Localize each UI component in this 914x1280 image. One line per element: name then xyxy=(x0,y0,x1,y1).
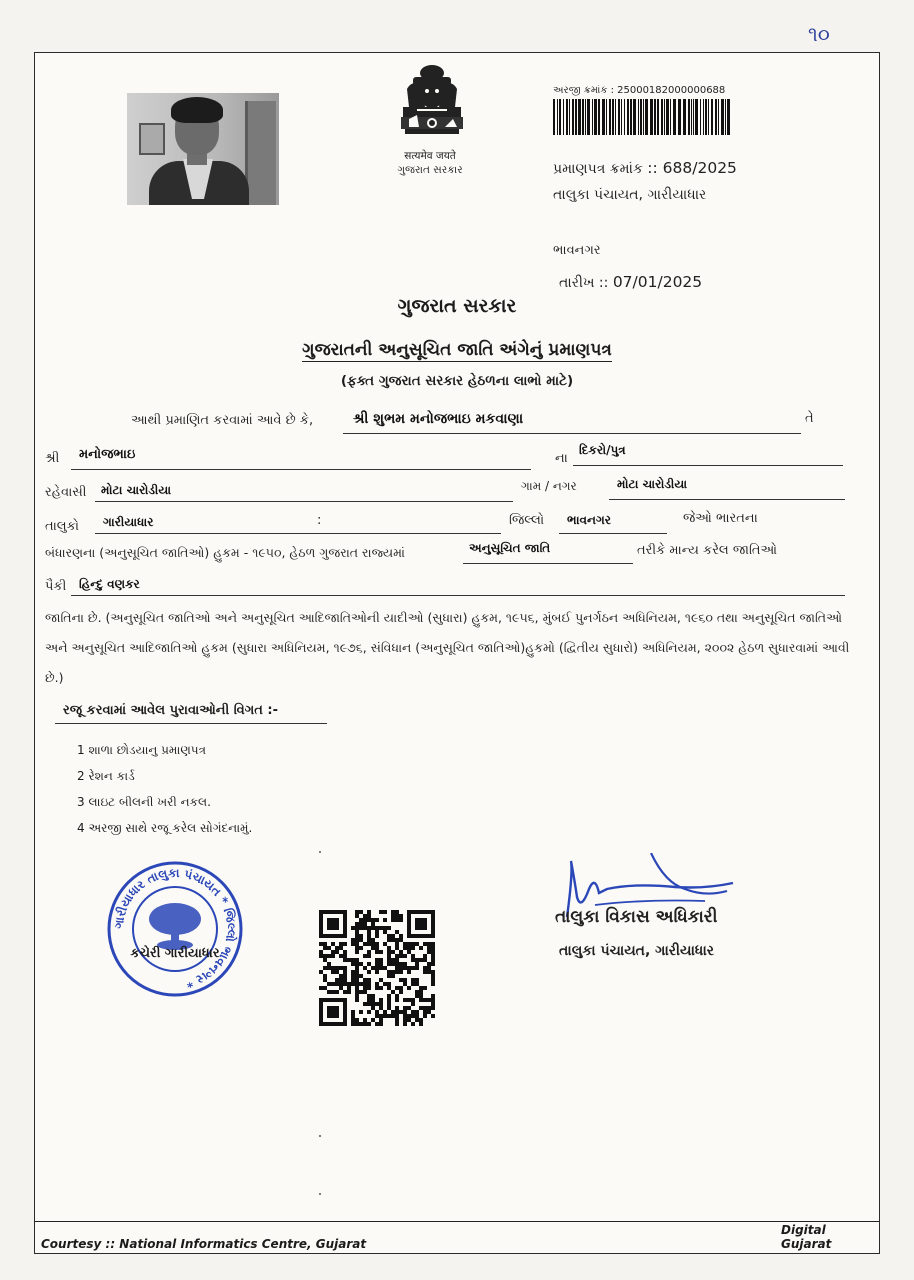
district-value: ભાવનગર xyxy=(567,513,611,527)
resident-label: રહેવાસી xyxy=(45,485,87,500)
evidence-title-underline xyxy=(55,723,327,724)
emblem-government: ગુજરાત સરકાર xyxy=(397,164,463,176)
text-na: ના xyxy=(555,451,568,466)
district-label: જિલ્લો xyxy=(509,513,545,528)
certificate-heading: ગુજરાતની અનુસૂચિત જાતિ અંગેનું પ્રમાણપત્ર xyxy=(302,340,612,360)
recognized-text: તરીકે માન્ય કરેલ જાતિઓ xyxy=(637,543,778,558)
issue-date: 07/01/2025 xyxy=(612,273,703,291)
application-number: અરજી ક્રમાંક : 25000182000000688 xyxy=(553,85,726,96)
text-te: તે xyxy=(805,411,814,426)
emblem-motto: सत्यमेव जयते xyxy=(404,150,456,162)
legal-paragraph: જાતિના છે. (અનુસૂચિત જાતિઓ અને અનુસૂચિત આદિજાતિઓની યાદીઓ (સુધારા) હુકમ, ૧૯૫૬, મુંબઈ પુનર્ગઠન અધિનિયમ, ૧૯૬૦ તથા અનુસૂચિત જાતિઓ અને અનુસૂચિત આદિજાતિઓ હુકમ (સુધારા અધિનિયમ, ૧૯૭૬, સંવિધાન (અનુસૂચિત જાતિઓ)હુકમો (દ્વિતીય સુધારો) અધિનિયમ, ૨૦૦૨ હેઠળ સુધારવામાં આવી છે.) xyxy=(45,610,850,685)
barcode-icon xyxy=(553,99,733,135)
evidence-title: રજૂ કરવામાં આવેલ પુરાવાઓની વિગત :- xyxy=(63,703,278,718)
caste-value: હિન્દુ વણકર xyxy=(79,577,140,591)
category-value: અનુસૂચિત જાતિ xyxy=(469,541,551,555)
relation: દિકરો/પુત્ર xyxy=(579,443,626,457)
taluka-value: ગારીયાધાર xyxy=(103,515,154,529)
village-label: ગામ / નગર xyxy=(521,479,577,493)
evidence-item: 1 શાળા છોડયાનુ પ્રમાણપત્ર xyxy=(77,743,206,757)
applicant-photo xyxy=(127,93,279,205)
footer-divider xyxy=(35,1221,879,1222)
evidence-item: 3 લાઇટ બીલની ખરી નકલ. xyxy=(77,795,211,809)
certificate-number-row xyxy=(553,159,737,177)
text-paiki: પૈકી xyxy=(45,579,67,594)
document-note: (ફક્ત ગુજરાત સરકાર હેઠળના લાભો માટે) xyxy=(340,373,574,389)
qr-code-icon xyxy=(319,909,435,1027)
certificate-frame xyxy=(34,52,880,1254)
document-title: ગુજરાત સરકાર xyxy=(397,295,517,317)
evidence-item: 2 રેશન કાર્ડ xyxy=(77,769,135,783)
signatory-title: તાલુકા વિકાસ અધિકારી xyxy=(555,907,718,927)
father-name: મનોજભાઇ xyxy=(79,447,136,462)
resident-value: મોટા ચારોડીયા xyxy=(101,483,172,497)
certificate-number-label: પ્રમાણપત્ર ક્રમાંક xyxy=(553,161,643,177)
issue-date-label: તારીખ :: xyxy=(559,275,609,291)
seal-outer-text: ગારીયાધાર તાલુકા પંચાયત * જિલ્લો ભાવનગર * xyxy=(111,865,239,991)
signatory-office: તાલુકા પંચાયત, ગારીયાધાર xyxy=(559,943,714,959)
applicant-name: શ્રી શુભમ મનોજભાઇ મકવાણા xyxy=(353,411,524,427)
emblem-caption xyxy=(375,149,485,177)
certificate-number: :: 688/2025 xyxy=(647,159,737,177)
office-seal xyxy=(105,859,245,999)
evidence-list xyxy=(77,737,252,841)
issue-date-row xyxy=(559,273,702,291)
issuing-office: તાલુકા પંચાયત, ગારીયાધાર xyxy=(553,187,707,203)
issuing-district: ભાવનગર xyxy=(553,243,601,258)
seal-inner-text: કચેરી ગારીયાધાર xyxy=(130,946,220,961)
text-shri: શ્રી xyxy=(45,451,60,466)
document-subtitle xyxy=(35,340,879,360)
intro-text: આથી પ્રમાણિત કરવામાં આવે છે કે, xyxy=(131,413,314,428)
taluka-label: તાલુકો xyxy=(45,519,80,534)
page-number: ૧૦ xyxy=(808,22,830,46)
evidence-item: 4 અરજી સાથે રજૂ કરેલ સોગંદનામું. xyxy=(77,821,253,835)
courtesy-text: Courtesy :: National Informatics Centre, Gujarat xyxy=(41,1237,367,1251)
taluka-colon: : xyxy=(317,513,322,528)
digital-gujarat-text: Digital Gujarat xyxy=(781,1223,832,1251)
village-value: મોટા ચારોડીયા xyxy=(617,477,688,491)
text-joe-bharatna: જેઓ ભારતના xyxy=(683,511,758,526)
constitution-text: બંધારણના (અનુસૂચિત જાતિઓ) હુકમ - ૧૯૫૦, હેઠળ ગુજરાત રાજ્યમાં xyxy=(45,545,405,560)
